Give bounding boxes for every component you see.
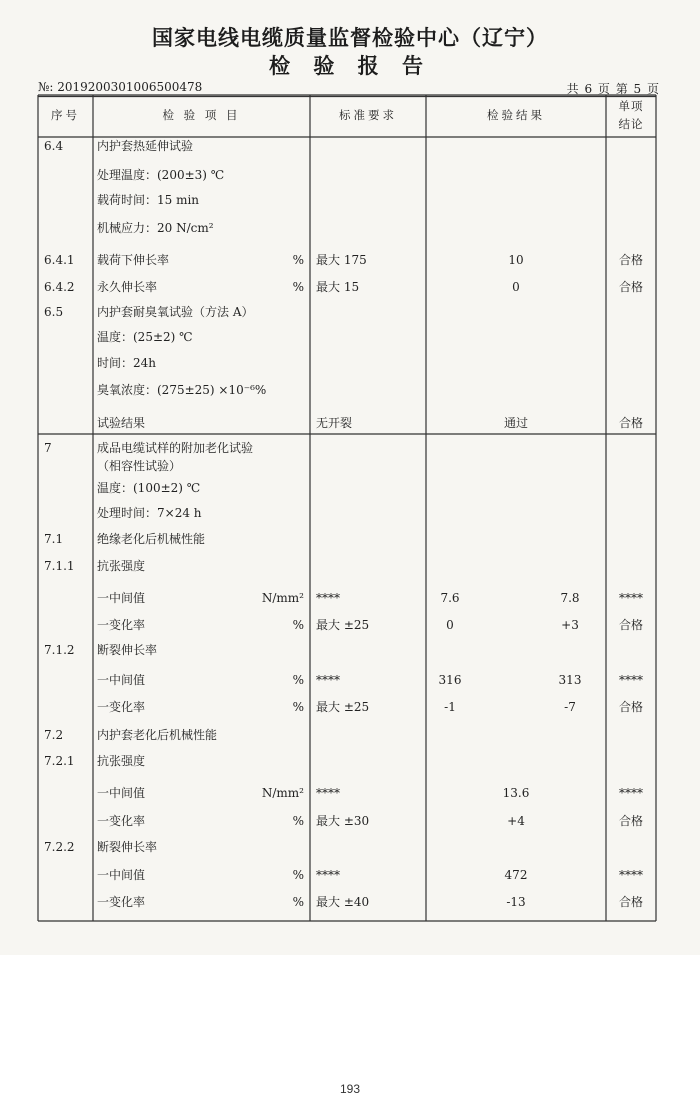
cell-seq: 6.5 — [44, 305, 64, 319]
cell-verdict: 合格 — [618, 814, 643, 828]
cell-seq: 7.2 — [44, 728, 64, 742]
cell-unit: % — [292, 280, 304, 294]
cell-item: 成品电缆试样的附加老化试验 — [97, 441, 254, 455]
cell-res-c: -13 — [506, 895, 526, 909]
cell-verdict: **** — [619, 786, 643, 800]
cell-res-c: 通过 — [503, 416, 528, 430]
cell-seq: 7.1.2 — [44, 643, 75, 657]
cell-std: 最大 175 — [316, 253, 367, 267]
cell-std: 最大 ±30 — [316, 814, 370, 828]
page-number: 193 — [339, 1082, 361, 1096]
col-header-standard: 标准要求 — [339, 108, 397, 122]
cell-seq: 6.4.2 — [44, 280, 75, 294]
cell-res-l: -1 — [444, 700, 456, 714]
cell-res-r: 7.8 — [560, 591, 580, 605]
cell-verdict: **** — [619, 591, 643, 605]
cell-seq: 6.4.1 — [44, 253, 75, 267]
cell-item: 处理时间：7×24 h — [97, 506, 202, 520]
col-header-seq: 序号 — [51, 108, 80, 122]
cell-seq: 6.4 — [44, 139, 64, 153]
cell-item: 一中间值 — [97, 868, 146, 882]
org-title: 国家电线电缆质量监督检验中心（辽宁） — [152, 26, 548, 50]
cell-unit: % — [292, 868, 304, 882]
cell-verdict: 合格 — [618, 416, 643, 430]
col-header-result: 检验结果 — [487, 108, 545, 122]
cell-unit: % — [292, 253, 304, 267]
cell-unit: % — [292, 700, 304, 714]
cell-unit: % — [292, 618, 304, 632]
report-title: 检 验 报 告 — [269, 54, 431, 78]
cell-res-c: 472 — [504, 868, 528, 882]
cell-item: 一变化率 — [97, 814, 146, 828]
cell-res-c: 13.6 — [502, 786, 530, 800]
cell-verdict: 合格 — [618, 895, 643, 909]
cell-item: 内护套耐臭氧试验（方法 A） — [97, 305, 254, 319]
cell-item: 断裂伸长率 — [97, 840, 158, 854]
cell-std: 无开裂 — [316, 416, 353, 430]
cell-seq: 7.2.2 — [44, 840, 75, 854]
doc-number: №: 2019200301006500478 — [38, 80, 203, 94]
cell-unit: N/mm² — [261, 786, 304, 800]
cell-item: 永久伸长率 — [97, 280, 158, 294]
cell-verdict: 合格 — [618, 280, 643, 294]
cell-std: **** — [316, 591, 340, 605]
cell-res-l: 316 — [438, 673, 462, 687]
cell-seq: 7 — [44, 441, 52, 455]
cell-item: 内护套热延伸试验 — [97, 139, 194, 153]
cell-std: **** — [316, 786, 340, 800]
cell-std: **** — [316, 868, 340, 882]
cell-std: 最大 ±25 — [316, 618, 370, 632]
cell-res-r: +3 — [561, 618, 579, 632]
cell-item: 温度：(25±2) ℃ — [97, 330, 193, 344]
cell-item: 抗张强度 — [97, 559, 146, 573]
cell-seq: 7.1 — [44, 532, 64, 546]
cell-unit: % — [292, 673, 304, 687]
cell-unit: % — [292, 814, 304, 828]
cell-verdict: 合格 — [618, 700, 643, 714]
cell-std: **** — [316, 673, 340, 687]
cell-std: 最大 ±40 — [316, 895, 370, 909]
cell-item: 一中间值 — [97, 786, 146, 800]
cell-item: 一中间值 — [97, 591, 146, 605]
cell-item: 机械应力：20 N/cm² — [97, 221, 214, 235]
cell-item: 一变化率 — [97, 700, 146, 714]
cell-res-l: 0 — [446, 618, 454, 632]
cell-verdict: **** — [619, 868, 643, 882]
cell-res-c: 0 — [512, 280, 520, 294]
cell-unit: N/mm² — [261, 591, 304, 605]
cell-res-l: 7.6 — [440, 591, 460, 605]
col-header-verdict-l1: 单项 — [618, 99, 644, 113]
cell-item: 内护套老化后机械性能 — [97, 728, 218, 742]
col-header-item: 检 验 项 目 — [162, 108, 241, 122]
cell-item: 断裂伸长率 — [97, 643, 158, 657]
cell-res-c: 10 — [508, 253, 524, 267]
cell-item: 处理温度：(200±3) ℃ — [97, 168, 225, 182]
cell-verdict: 合格 — [618, 253, 643, 267]
cell-seq: 7.2.1 — [44, 754, 75, 768]
cell-item: 一中间值 — [97, 673, 146, 687]
cell-verdict: 合格 — [618, 618, 643, 632]
cell-std: 最大 15 — [316, 280, 360, 294]
cell-item: 载荷时间：15 min — [97, 193, 200, 207]
cell-item: 绝缘老化后机械性能 — [97, 532, 206, 546]
cell-res-r: -7 — [564, 700, 576, 714]
cell-item: 抗张强度 — [97, 754, 146, 768]
cell-unit: % — [292, 895, 304, 909]
cell-std: 最大 ±25 — [316, 700, 370, 714]
cell-seq: 7.1.1 — [44, 559, 75, 573]
cell-item: 时间：24h — [97, 356, 156, 370]
cell-item: 一变化率 — [97, 895, 146, 909]
cell-verdict: **** — [619, 673, 643, 687]
cell-item: （相容性试验） — [97, 459, 182, 473]
cell-item: 载荷下伸长率 — [97, 253, 170, 267]
cell-res-r: 313 — [558, 673, 582, 687]
cell-item: 试验结果 — [97, 416, 146, 430]
cell-res-c: +4 — [507, 814, 525, 828]
page-info: 共 6 页 第 5 页 — [566, 82, 660, 96]
cell-item: 臭氧浓度：(275±25) ×10⁻⁶% — [97, 383, 267, 397]
col-header-verdict-l2: 结论 — [618, 117, 644, 131]
cell-item: 温度：(100±2) ℃ — [97, 481, 201, 495]
cell-item: 一变化率 — [97, 618, 146, 632]
